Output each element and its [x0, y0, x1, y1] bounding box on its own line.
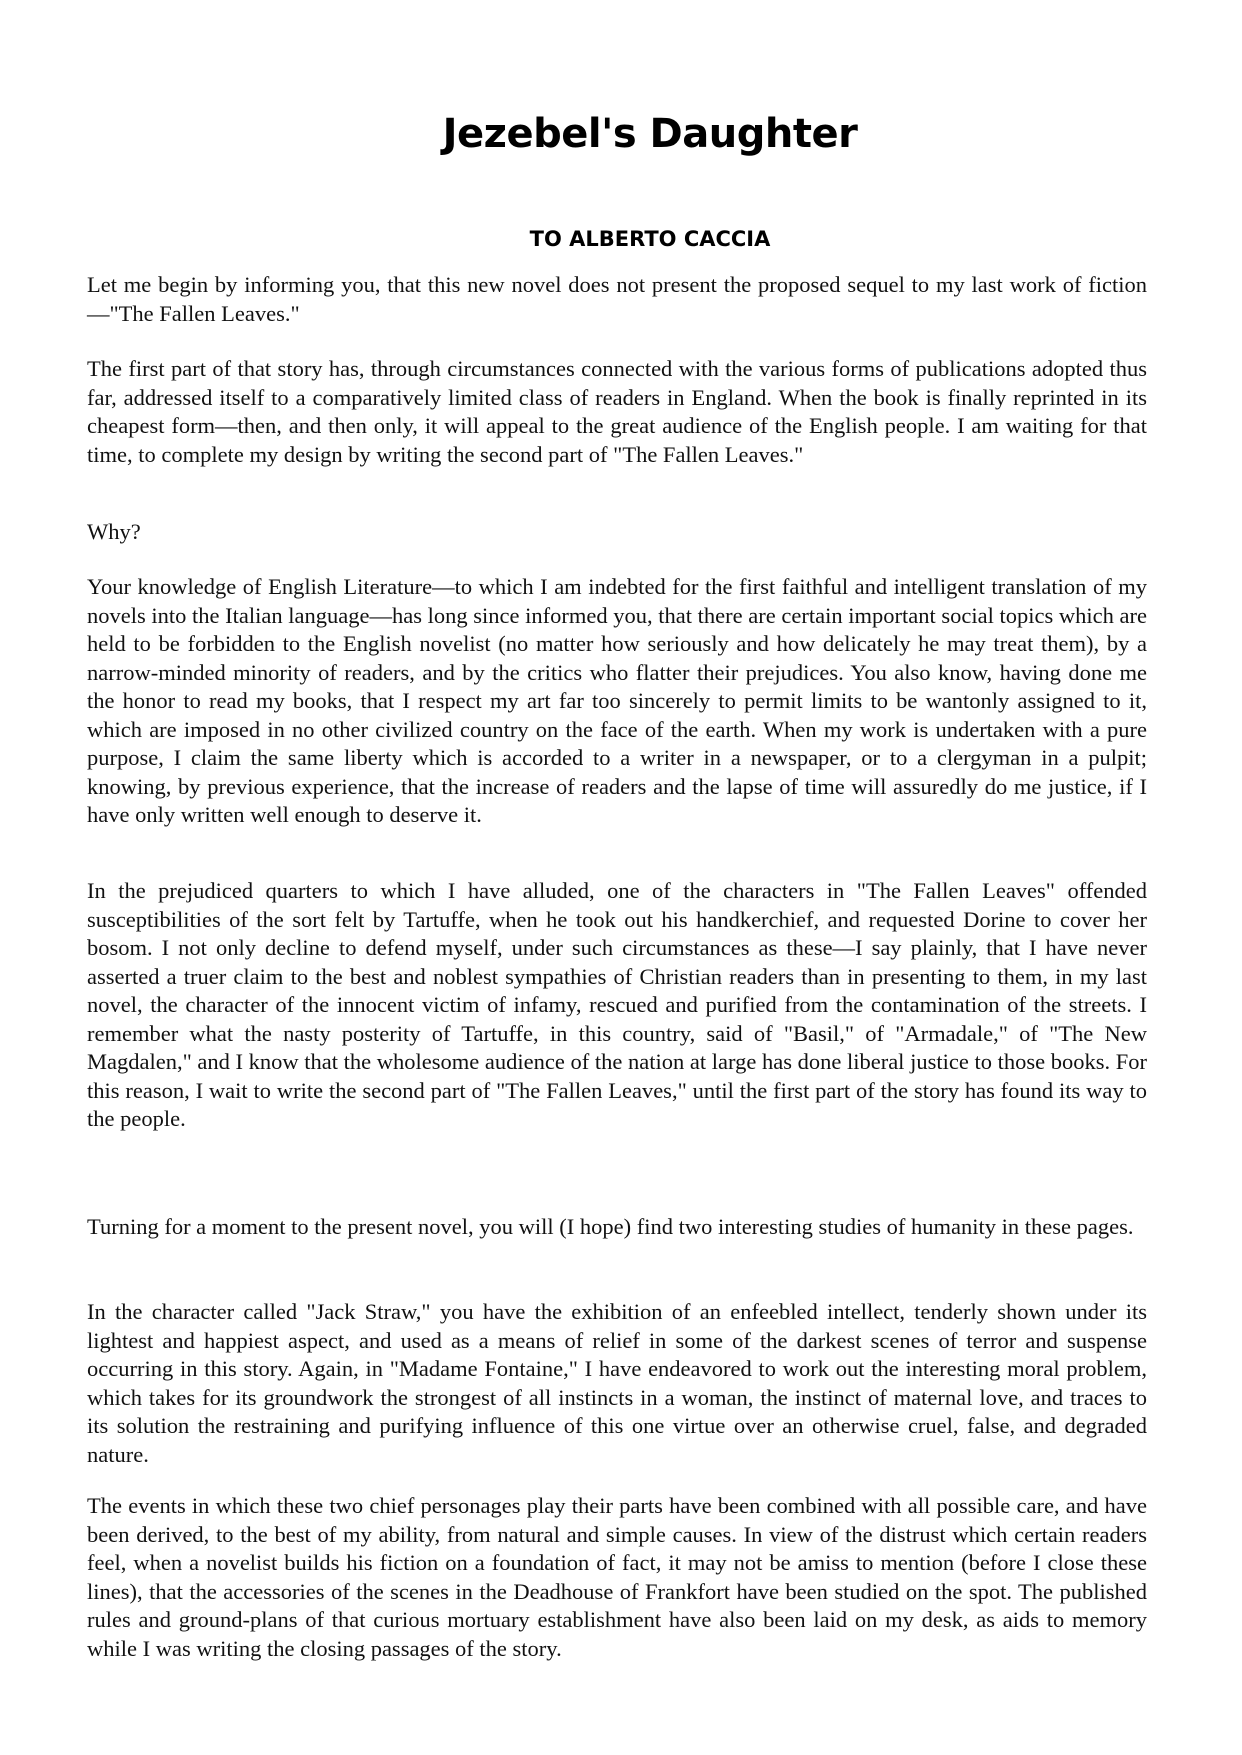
paragraph: Your knowledge of English Literature—to which I am indebted for the first faithful and intelligent translation of my novels into the Italian language—has long since informed you, that there are certain important social topics which are held to be forbidden to the English novelist (no matter how seriously and how delicately he may treat them), by a narrow-minded minority of readers, and by the critics who flatter their prejudices. You also know, having done me the honor to read my books, that I respect my art far too sincerely to permit limits to be wantonly assigned to it, which are imposed in no other civilized country on the face of the earth. When my work is undertaken with a pure purpose, I claim the same liberty which is accorded to a writer in a newspaper, or to a clergyman in a pulpit; knowing, by previous experience, that the increase of readers and the lapse of time will assuredly do me justice, if I have only written well enough to deserve it. [87, 574, 1147, 827]
dedication-heading: TO ALBERTO CACCIA [529, 227, 771, 251]
paragraph: The first part of that story has, through circumstances connected with the various forms of publications adopted thus far, addressed itself to a comparatively limited class of readers in England. When the book is finally reprinted in its cheapest form—then, and then only, it will appeal to the great audience of the English people. I am waiting for that time, to complete my design by writing the second part of "The Fallen Leaves." [87, 356, 1147, 467]
paragraph: In the prejudiced quarters to which I have alluded, one of the characters in "The Fallen Leaves" offended susceptibilities of the sort felt by Tartuffe, when he took out his handkerchief, and requested Dorine to cover her bosom. I not only decline to defend myself, under such circumstances as these—I say plainly, that I have never asserted a truer claim to the best and noblest sympathies of Christian readers than in presenting to them, in my last novel, the character of the innocent victim of infamy, rescued and purified from the contamination of the streets. I remember what the nasty posterity of Tartuffe, in this country, said of "Basil," of "Armadale," of "The New Magdalen," and I know that the wholesome audience of the nation at large has done liberal justice to those books. For this reason, I wait to write the second part of "The Fallen Leaves," until the first part of the story has found its way to the people. [87, 878, 1147, 1131]
paragraph: Turning for a moment to the present novel, you will (I hope) find two interesting studies of humanity in these pages. [87, 1214, 1134, 1239]
paragraph: Let me begin by informing you, that this new novel does not present the proposed sequel to my last work of fiction—"The Fallen Leaves." [87, 272, 1147, 326]
paragraph: In the character called "Jack Straw," you have the exhibition of an enfeebled intellect, tenderly shown under its lightest and happiest aspect, and used as a means of relief in some of the darkest scenes of terror and suspense occurring in this story. Again, in "Madame Fontaine," I have endeavored to work out the interesting moral problem, which takes for its groundwork the strongest of all instincts in a woman, the instinct of maternal love, and traces to its solution the restraining and purifying influence of this one virtue over an otherwise cruel, false, and degraded nature. [87, 1299, 1147, 1467]
book-title: Jezebel's Daughter [442, 111, 858, 157]
paragraph: Why? [87, 519, 141, 544]
paragraph: The events in which these two chief personages play their parts have been combined with all possible care, and have been derived, to the best of my ability, from natural and simple causes. In view of the distrust which certain readers feel, when a novelist builds his fiction on a foundation of fact, it may not be amiss to mention (before I close these lines), that the accessories of the scenes in the Deadhouse of Frankfort have been studied on the spot. The published rules and ground-plans of that curious mortuary establishment have also been laid on my desk, as aids to memory while I was writing the closing passages of the story. [87, 1493, 1147, 1661]
